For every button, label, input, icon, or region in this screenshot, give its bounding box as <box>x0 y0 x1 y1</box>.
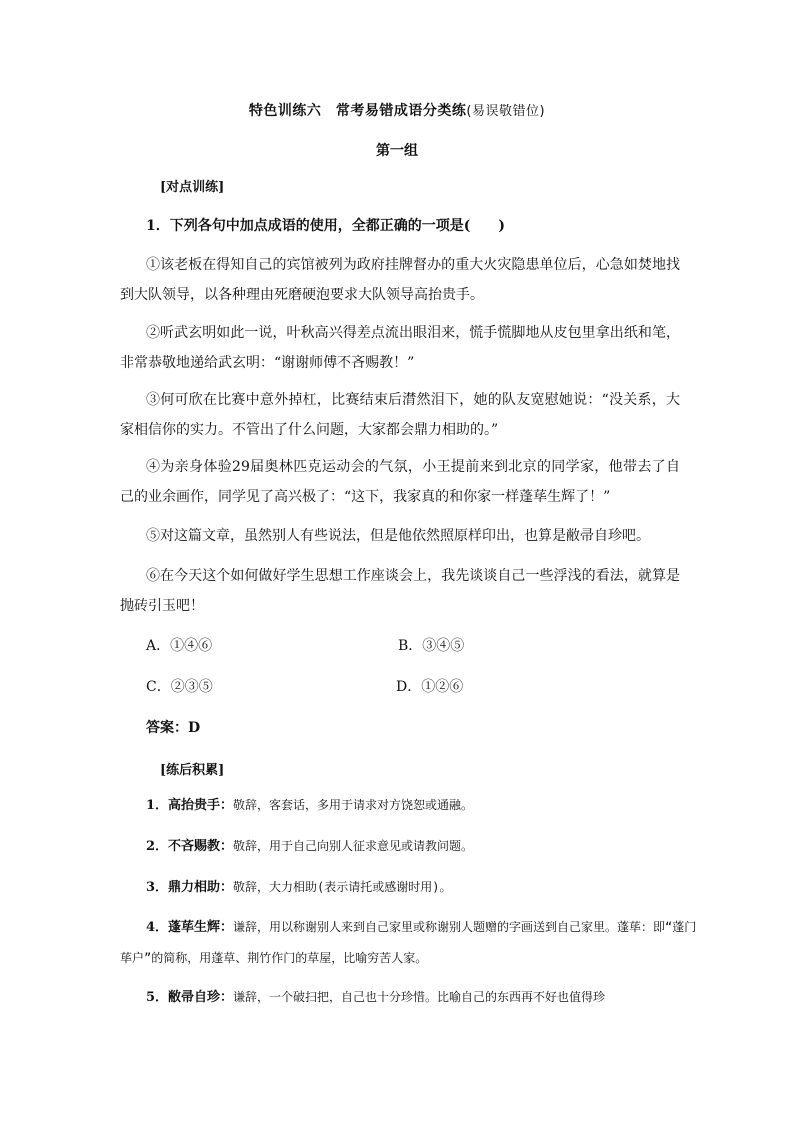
note-item-3 <box>120 872 700 903</box>
page-title-subtitle: (易误敬错位) <box>466 104 546 119</box>
note-desc: 谦辞，一个破扫把，自己也十分珍惜。比喻自己的东西再不好也值得珍 <box>233 990 606 1004</box>
question-item-1: ①该老板在得知自己的宾馆被列为政府挂牌督办的重大火灾隐患单位后，心急如焚地找到大队领导，以各种理由死磨硬泡要求大队领导高抬贵手。 <box>120 257 680 303</box>
note-term: 5．敝帚自珍： <box>146 990 234 1005</box>
note-desc: 敬辞，用于自己向别人征求意见或请教问题。 <box>233 839 474 853</box>
note-term: 2．不吝赐教： <box>146 839 234 854</box>
question-stem: 1．下列各句中加点成语的使用，全都正确的一项是( ) <box>146 218 505 234</box>
note-desc: 敬辞，大力相助(表示请托或感谢时用)。 <box>233 880 452 894</box>
note-item-2 <box>120 831 700 862</box>
question-item-2: ②听武玄明如此一说，叶秋高兴得差点流出眼泪来，慌手慌脚地从皮包里拿出纸和笔，非常恭敬地递给武玄明：“谢谢师傅不吝赐教！” <box>120 325 680 371</box>
question-item-6: ⑥在今天这个如何做好学生思想工作座谈会上，我先谈谈自己一些浮浅的看法，就算是抛砖引玉吧！ <box>120 568 680 614</box>
section-heading-practice: [对点训练] <box>160 180 225 195</box>
page-title <box>0 100 794 120</box>
section-heading-accumulation: [练后积累] <box>160 763 225 778</box>
answer: 答案：D <box>146 720 201 736</box>
group-title: 第一组 <box>376 143 418 159</box>
question-item-3: ③何可欣在比赛中意外掉杠，比赛结束后潸然泪下，她的队友宽慰她说：“没关系，大家相信你的实力。不管出了什么问题，大家都会鼎力相助的。” <box>120 392 680 438</box>
note-desc: 敬辞，客套话，多用于请求对方饶恕或通融。 <box>233 798 474 812</box>
note-item-5 <box>120 982 700 1013</box>
note-term: 3．鼎力相助： <box>146 880 234 895</box>
note-desc: 谦辞，用以称谢别人来到自己家里或称谢别人题赠的字画送到自己家里。蓬荜：即“蓬门荜户”的简称，用蓬草、荆竹作门的草屋，比喻穷苦人家。 <box>120 920 697 965</box>
option-c: C．②③⑤ <box>146 679 213 695</box>
note-term: 4．蓬荜生辉： <box>146 920 234 935</box>
option-d: D．①②⑥ <box>396 679 464 695</box>
question-item-4: ④为亲身体验29届奥林匹克运动会的气氛，小王提前来到北京的同学家，他带去了自己的业余画作，同学见了高兴极了：“这下，我家真的和你家一样蓬荜生辉了！” <box>120 459 680 505</box>
note-term: 1．高抬贵手： <box>146 798 234 813</box>
option-b: B．③④⑤ <box>398 638 465 654</box>
option-a: A．①④⑥ <box>146 638 213 654</box>
question-item-5: ⑤对这篇文章，虽然别人有些说法，但是他依然照原样印出，也算是敝帚自珍吧。 <box>146 528 650 544</box>
note-item-1 <box>120 790 700 821</box>
page-title-main: 特色训练六 常考易错成语分类练 <box>248 103 467 119</box>
note-item-4 <box>120 912 700 974</box>
